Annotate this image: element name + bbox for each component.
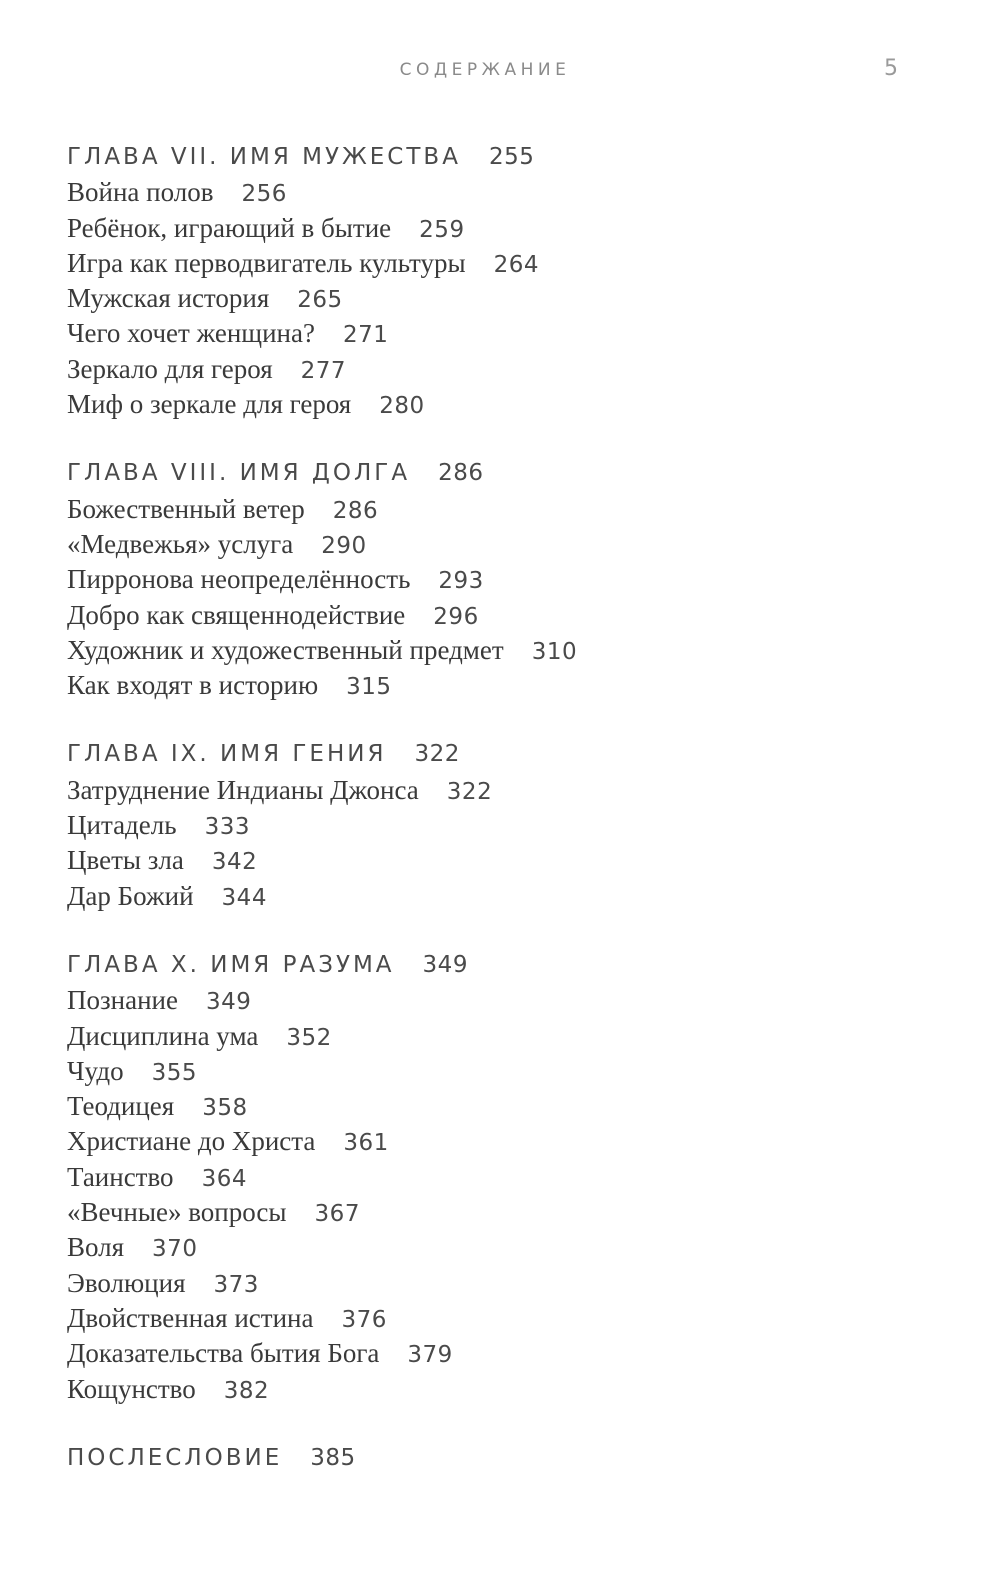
entry-title: Ребёнок, играющий в бытие (67, 212, 392, 243)
entry-title: Чудо (67, 1055, 124, 1086)
chapter-heading[interactable] (67, 456, 967, 491)
entry-title: Таинство (67, 1161, 174, 1192)
entry-title: Цитадель (67, 810, 177, 841)
entry-page-number: 333 (204, 814, 250, 841)
entry-title: Миф о зеркале для героя (67, 389, 352, 420)
toc-entry[interactable] (67, 1372, 967, 1407)
chapter-page-number: 286 (438, 460, 484, 487)
toc-entry[interactable] (67, 983, 967, 1018)
entry-page-number: 355 (151, 1059, 197, 1086)
entry-title: Дисциплина ума (67, 1020, 259, 1051)
entry-page-number: 382 (223, 1377, 270, 1404)
toc-entry[interactable] (67, 1301, 967, 1336)
entry-page-number: 370 (152, 1236, 198, 1263)
entry-title: Кощунство (67, 1373, 196, 1404)
chapter-page-number: 255 (488, 144, 535, 170)
entry-page-number: 342 (211, 849, 258, 876)
entry-page-number: 373 (213, 1271, 259, 1298)
toc-entry[interactable] (67, 1266, 967, 1301)
table-of-contents (67, 140, 967, 1510)
entry-title: Художник и художественный предмет (67, 634, 504, 665)
entry-title: Теодицея (67, 1091, 175, 1122)
entry-title: Эволюция (67, 1267, 186, 1298)
entry-page-number: 265 (297, 287, 343, 314)
entry-title: Зеркало для героя (67, 353, 273, 384)
chapter-heading[interactable] (67, 1441, 967, 1476)
entry-title: Чего хочет женщина? (67, 318, 315, 349)
toc-entry[interactable] (67, 175, 967, 210)
chapter-title: ГЛАВА X. ИМЯ РАЗУМА (67, 951, 395, 978)
entry-page-number: 367 (314, 1201, 360, 1228)
entry-page-number: 256 (241, 181, 287, 208)
toc-entry[interactable] (67, 879, 967, 914)
entry-page-number: 290 (321, 532, 367, 559)
entry-title: Дар Божий (67, 880, 194, 911)
entry-page-number: 280 (379, 393, 425, 420)
entry-title: Как входят в историю (67, 670, 319, 701)
chapter-heading[interactable] (67, 140, 967, 175)
entry-page-number: 286 (332, 497, 379, 524)
entry-title: «Вечные» вопросы (67, 1197, 287, 1228)
entry-page-number: 352 (286, 1024, 332, 1051)
entry-title: Христиане до Христа (67, 1126, 316, 1157)
chapter-block (67, 948, 967, 1407)
entry-title: Доказательства бытия Бога (67, 1338, 380, 1369)
toc-entry[interactable] (67, 598, 967, 633)
entry-title: Цветы зла (67, 845, 184, 876)
entry-title: Божественный ветер (67, 493, 305, 524)
entry-title: Двойственная истина (67, 1302, 314, 1333)
toc-entry[interactable] (67, 1089, 967, 1124)
page-number: 5 (884, 56, 898, 81)
entry-page-number: 349 (205, 989, 252, 1016)
toc-entry[interactable] (67, 843, 967, 878)
toc-entry[interactable] (67, 211, 967, 246)
entry-page-number: 264 (493, 251, 539, 278)
chapter-title: ГЛАВА IX. ИМЯ ГЕНИЯ (67, 741, 387, 768)
entry-title: Мужская история (67, 283, 270, 314)
entry-title: Война полов (67, 177, 214, 208)
chapter-title: ГЛАВА VIII. ИМЯ ДОЛГА (67, 460, 411, 487)
toc-entry[interactable] (67, 1124, 967, 1159)
entry-page-number: 344 (221, 884, 267, 911)
toc-entry[interactable] (67, 1336, 967, 1371)
entry-title: Игра как перводвигатель культуры (67, 247, 466, 278)
entry-page-number: 379 (407, 1342, 453, 1369)
entry-page-number: 293 (438, 568, 484, 595)
running-header: СОДЕРЖАНИЕ (399, 60, 571, 80)
entry-page-number: 361 (343, 1130, 389, 1157)
entry-title: «Медвежья» услуга (67, 528, 294, 559)
chapter-page-number: 349 (422, 951, 468, 978)
entry-title: Познание (67, 985, 178, 1016)
chapter-block (67, 140, 967, 422)
chapter-heading[interactable] (67, 948, 967, 983)
chapter-block (67, 737, 967, 913)
entry-page-number: 277 (300, 357, 347, 384)
toc-entry[interactable] (67, 492, 967, 527)
toc-entry[interactable] (67, 281, 967, 316)
chapter-page-number: 322 (414, 741, 460, 768)
toc-entry[interactable] (67, 387, 967, 422)
entry-page-number: 315 (346, 674, 392, 701)
toc-entry[interactable] (67, 1160, 967, 1195)
toc-entry[interactable] (67, 1054, 967, 1089)
entry-page-number: 271 (342, 322, 389, 349)
toc-entry[interactable] (67, 1195, 967, 1230)
toc-entry[interactable] (67, 352, 967, 387)
entry-page-number: 376 (341, 1306, 387, 1333)
toc-entry[interactable] (67, 633, 967, 668)
toc-entry[interactable] (67, 246, 967, 281)
toc-entry[interactable] (67, 316, 967, 351)
entry-title: Затруднение Индианы Джонса (67, 774, 419, 805)
entry-title: Воля (67, 1232, 125, 1263)
entry-page-number: 310 (531, 638, 578, 665)
chapter-block (67, 456, 967, 703)
entry-page-number: 322 (446, 778, 493, 805)
toc-entry[interactable] (67, 527, 967, 562)
entry-page-number: 259 (419, 216, 465, 243)
toc-entry[interactable] (67, 808, 967, 843)
entry-page-number: 358 (202, 1095, 248, 1122)
chapter-title: ПОСЛЕСЛОВИЕ (67, 1444, 283, 1471)
entry-title: Добро как священнодействие (67, 599, 406, 630)
toc-entry[interactable] (67, 1019, 967, 1054)
toc-entry[interactable] (67, 1230, 967, 1265)
chapter-page-number: 385 (310, 1444, 356, 1471)
toc-entry[interactable] (67, 562, 967, 597)
entry-title: Пирронова неопределённость (67, 564, 411, 595)
chapter-block (67, 1441, 967, 1476)
toc-entry[interactable] (67, 773, 967, 808)
chapter-title: ГЛАВА VII. ИМЯ МУЖЕСТВА (67, 144, 461, 170)
chapter-heading[interactable] (67, 737, 967, 772)
entry-page-number: 296 (433, 603, 479, 630)
entry-page-number: 364 (201, 1165, 247, 1192)
toc-entry[interactable] (67, 668, 967, 703)
